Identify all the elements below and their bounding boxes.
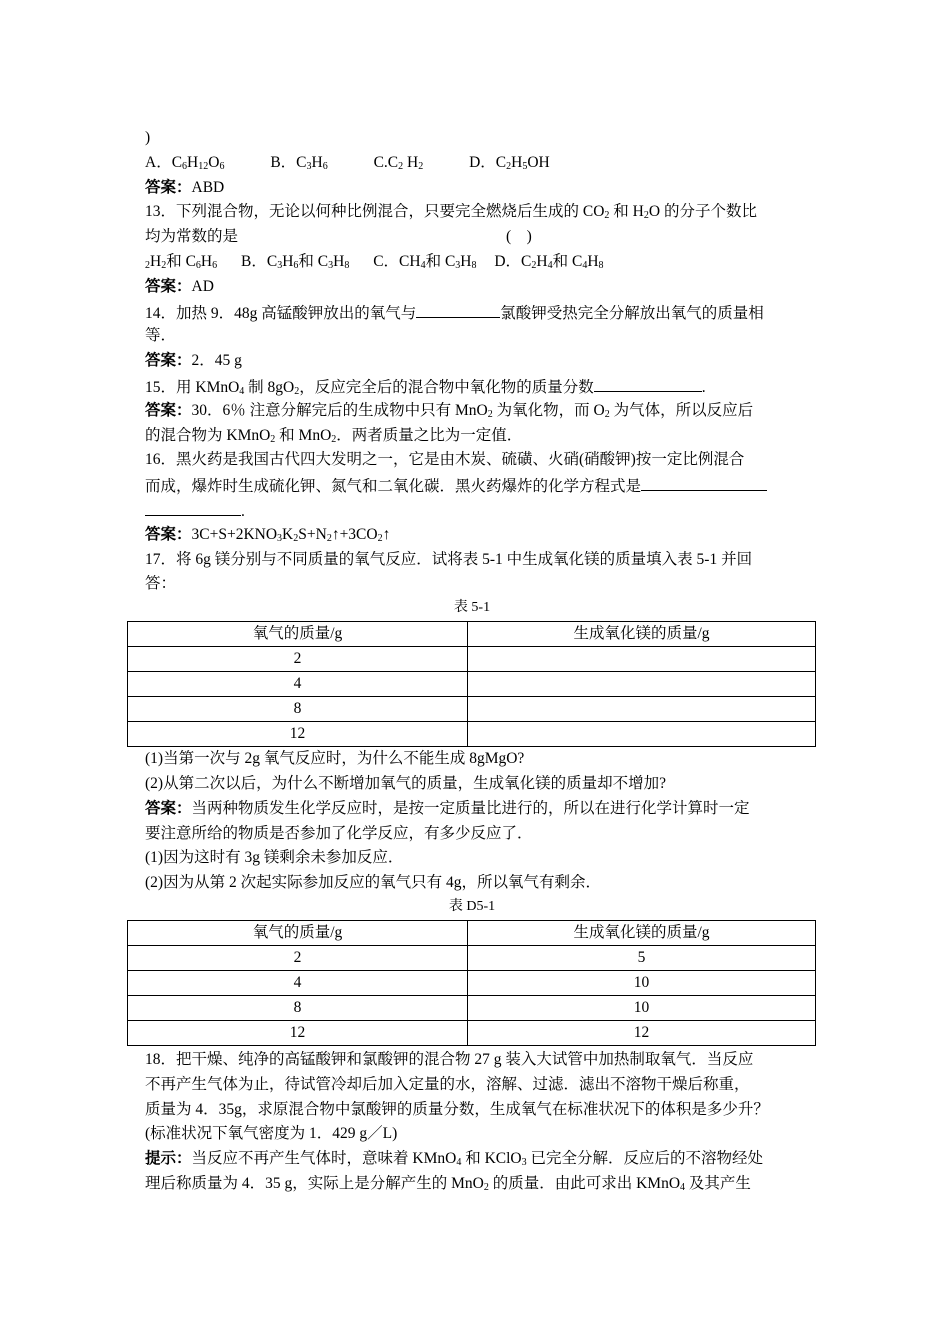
q18-hint2b: 的质量．由此可求出 KMnO xyxy=(488,1174,681,1192)
q16-blank-1[interactable] xyxy=(641,473,767,491)
q13-option-b: B．C xyxy=(241,252,278,270)
q13-option-d-h: H xyxy=(536,252,548,270)
q13-answer-label: 答案： xyxy=(145,277,192,295)
table2 xyxy=(127,920,816,1046)
q18-hint1: 当反应不再产生气体时，意味着 KMnO xyxy=(191,1150,457,1168)
q13-option-d-and: 和 C xyxy=(552,252,583,270)
q13-text2: 均为常数的是 xyxy=(145,228,239,246)
table1 xyxy=(127,621,816,747)
q16-answer-d: ↑+3CO xyxy=(331,525,378,543)
q13-question-line1: 13．下列混合物，无论以何种比例混合，只要完全燃烧后生成的 $CO_2$ 和 $H_2O$ 的分子个数比 xyxy=(145,203,757,222)
q18-hint2c: 及其产生 xyxy=(685,1174,751,1192)
q12-option-a: A．$C_6H_{12}O_6$ xyxy=(145,153,225,172)
document-page xyxy=(145,126,817,1197)
q15-answer1: 30．6％ 注意分解完后的生成物中只有 MnO xyxy=(191,401,488,419)
q13-answer-value: AD xyxy=(191,277,214,295)
table-row xyxy=(128,995,816,1020)
q17-sub1-text: (1)当第一次与 2g 氧气反应时，为什么不能生成 8gMgO? xyxy=(145,750,525,768)
q15-text1c: ，反应完全后的混合物中氧化物的质量分数 xyxy=(299,378,594,396)
q17-answer-line3 xyxy=(145,846,817,871)
q12-option-a-label: A．C xyxy=(145,153,183,171)
q18-hint1b: 和 KClO xyxy=(461,1150,522,1168)
table1-header-oxygen: 氧气的质量/g xyxy=(128,622,468,647)
q17-answer3: (1)因为这时有 3g 镁剩余未参加反应． xyxy=(145,849,404,867)
table1-cell[interactable] xyxy=(468,672,816,697)
q17-answer-line4 xyxy=(145,871,817,896)
q12-option-b: B．$C_3H_6$ xyxy=(270,153,328,172)
table2-cell: 5 xyxy=(468,945,816,970)
q17-answer2: 要注意所给的物质是否参加了化学反应，有多少反应了． xyxy=(145,824,533,842)
q16-question-line3 xyxy=(145,498,817,523)
q16-question-line1 xyxy=(145,448,817,473)
q18-hint-line2: 理后称质量为 4．35 g，实际上是分解产生的 MnO$_2$ 的质量．由此可求出 KMnO$_4$ 及其产生 xyxy=(145,1174,751,1193)
table1-cell: 12 xyxy=(128,722,468,747)
q12-options xyxy=(145,151,817,176)
q17-answer1: 当两种物质发生化学反应时，是按一定质量比进行的，所以在进行化学计算时一定 xyxy=(191,799,750,817)
q18-text1: 18．把干燥、纯净的高锰酸钾和氯酸钾的混合物 27 g 装入大试管中加热制取氧气．当反应 xyxy=(145,1050,754,1068)
table1-cell[interactable] xyxy=(468,722,816,747)
table2-header-mgo: 生成氧化镁的质量/g xyxy=(468,920,816,945)
q12-paren-text: ) xyxy=(145,129,151,146)
table1-cell: 2 xyxy=(128,647,468,672)
q13-option-c-and: 和 C xyxy=(425,252,456,270)
table1-header-mgo: 生成氧化镁的质量/g xyxy=(468,622,816,647)
q16-blank-2[interactable] xyxy=(145,498,241,516)
q17-question-line1 xyxy=(145,548,817,573)
q16-answer-c: S+N xyxy=(298,525,327,543)
q17-answer-line2 xyxy=(145,822,817,847)
q14-text1b: 氯酸钾受热完全分解放出氧气的质量相 xyxy=(500,304,764,322)
table-row xyxy=(128,672,816,697)
q13-option-d-h2: H xyxy=(587,252,599,270)
q16-text3: . xyxy=(241,502,245,520)
q12-option-d: D．$C_2H_5OH$ xyxy=(469,153,550,172)
q13-text1c: O 的分子个数比 xyxy=(648,203,757,221)
q17-answer-line1 xyxy=(145,797,817,822)
table1-cell: 4 xyxy=(128,672,468,697)
table2-cell: 12 xyxy=(128,1020,468,1045)
table-row xyxy=(128,722,816,747)
q13-options: $_2H_2$和 $C_6H_6$ B．$C_3H_6$和 $C_3H_8$ C．$CH_4$和 $C_3H_8$ D．$C_2H_4$和 $C_4H_8$ xyxy=(145,252,604,271)
q16-answer-a: 3C+S+2KNO xyxy=(191,525,278,543)
q14-text2: 等． xyxy=(145,327,177,345)
q13-option-d: D．C xyxy=(494,252,532,270)
q17-text1: 17．将 6g 镁分别与不同质量的氧气反应．试将表 5-1 中生成氧化镁的质量填入表 5-1 并回 xyxy=(145,550,753,568)
table1-cell[interactable] xyxy=(468,647,816,672)
q13-option-c: C．CH xyxy=(373,252,421,270)
q12-answer xyxy=(145,176,817,201)
q16-answer: 答案：$3C+S+2KNO_3K_2S+N_2↑+3CO_2↑$ xyxy=(145,525,391,544)
q13-text1b: 和 H xyxy=(609,203,644,221)
q16-answer-e: ↑ xyxy=(382,525,391,543)
q13-question-line2 xyxy=(145,225,817,250)
q13-option-b-h2: H xyxy=(333,252,345,270)
q17-question-line2 xyxy=(145,572,817,597)
q14-answer-value: 2．45 g xyxy=(191,352,242,370)
q17-sub2 xyxy=(145,772,817,797)
q16-text2: 而成，爆炸时生成硫化钾、氮气和二氧化碳．黑火药爆炸的化学方程式是 xyxy=(145,478,642,496)
q15-question: 15．用 KMnO$_4$ 制 $8gO_2$，反应完全后的混合物中氧化物的质量分数 . xyxy=(145,374,817,399)
q18-question-line2 xyxy=(145,1073,817,1098)
q13-option-a-mid: H xyxy=(150,252,162,270)
q18-hint2: 理后称质量为 4．35 g，实际上是分解产生的 MnO xyxy=(145,1174,484,1192)
q15-blank[interactable] xyxy=(594,374,702,392)
q15-answer2: 的混合物为 KMnO xyxy=(145,426,271,444)
table2-header-oxygen: 氧气的质量/g xyxy=(128,920,468,945)
table-row xyxy=(128,1020,816,1045)
q14-blank[interactable] xyxy=(416,300,500,318)
q15-answer1b: 为氧化物，而 O xyxy=(492,401,605,419)
table2-cell: 4 xyxy=(128,970,468,995)
table2-cell: 12 xyxy=(468,1020,816,1045)
q15-text1: 15．用 KMnO xyxy=(145,378,240,396)
q16-question-line2 xyxy=(145,473,817,498)
q12-option-b-label: B．C xyxy=(270,153,307,171)
q12-option-c-mid: H xyxy=(403,153,419,171)
table2-header-row xyxy=(128,920,816,945)
q14-answer xyxy=(145,349,817,374)
q13-option-a-h: H xyxy=(200,252,213,270)
q12-option-c-label: C.C xyxy=(373,153,399,171)
q18-text3: 质量为 4．35g，求原混合物中氯酸钾的质量分数，生成氧气在标准状况下的体积是多少升？ xyxy=(145,1100,769,1118)
q14-text1: 14．加热 9．48g 高锰酸钾放出的氧气与 xyxy=(145,304,417,322)
q15-answer-line1: 答案：30．6％ 注意分解完后的生成物中只有 MnO$_2$ 为氧化物，而 $O_2$ 为气体，所以反应后 xyxy=(145,401,754,420)
table1-caption: 表 5-1 xyxy=(453,600,491,616)
q18-text2: 不再产生气体为止，待试管冷却后加入定量的水，溶解、过滤．滤出不溶物干燥后称重， xyxy=(145,1075,750,1093)
q13-option-a-tail: 和 C xyxy=(166,252,196,270)
q18-question-line3 xyxy=(145,1098,817,1123)
q18-text4: (标准状况下氧气密度为 1．429 g／L) xyxy=(145,1125,398,1143)
table2-cell: 10 xyxy=(468,970,816,995)
table2-caption: 表 D5-1 xyxy=(448,898,496,914)
q13-answer xyxy=(145,275,817,300)
q18-question-line4 xyxy=(145,1122,817,1147)
table2-cell: 8 xyxy=(128,995,468,1020)
q15-answer2b: 和 MnO xyxy=(275,426,332,444)
table1-cell: 8 xyxy=(128,697,468,722)
q18-question-line1 xyxy=(145,1048,817,1073)
table-row xyxy=(128,945,816,970)
q15-text1b: 制 8gO xyxy=(244,378,295,396)
q17-answer-label: 答案： xyxy=(145,799,192,817)
table-row xyxy=(128,647,816,672)
table-row xyxy=(128,697,816,722)
q16-answer-b: K xyxy=(282,525,294,543)
table1-header-row xyxy=(128,622,816,647)
q18-hint1c: 已完全分解．反应后的不溶物经处 xyxy=(526,1150,763,1168)
q13-bracket: ( ) xyxy=(506,228,532,246)
q12-answer-value: ABD xyxy=(191,178,225,196)
q13-option-b-and: 和 C xyxy=(298,252,329,270)
q13-option-c-h: H xyxy=(460,252,472,270)
q15-answer2c: ．两者质量之比为一定值． xyxy=(336,426,523,444)
q17-answer4: (2)因为从第 2 次起实际参加反应的氧气只有 4g，所以氧气有剩余． xyxy=(145,874,601,892)
q16-answer-label: 答案： xyxy=(145,525,192,543)
q12-option-d-tail: OH xyxy=(527,153,550,171)
q13-option-b-h: H xyxy=(282,252,294,270)
q15-text1d: . xyxy=(701,378,706,396)
q14-answer-label: 答案： xyxy=(145,352,192,370)
q15-answer-line2: 的混合物为 KMnO$_2$ 和 MnO$_2$．两者质量之比为一定值． xyxy=(145,426,523,445)
q12-option-d-label: D．C xyxy=(469,153,507,171)
q17-sub1 xyxy=(145,747,817,772)
table2-cell: 2 xyxy=(128,945,468,970)
q15-answer1c: 为气体，所以反应后 xyxy=(609,401,754,419)
q12-answer-label: 答案： xyxy=(145,178,192,196)
q13-text1: 13．下列混合物，无论以何种比例混合，只要完全燃烧后生成的 CO xyxy=(145,203,605,221)
q18-hint-label: 提示： xyxy=(145,1150,192,1168)
table2-cell: 10 xyxy=(468,995,816,1020)
q16-text1: 16．黑火药是我国古代四大发明之一，它是由木炭、硫磺、火硝(硝酸钾)按一定比例混合 xyxy=(145,451,745,469)
q12-option-c: $C.C_2$ $H_2$ xyxy=(373,153,424,172)
q12-paren xyxy=(145,126,817,151)
q17-sub2-text: (2)从第二次以后，为什么不断增加氧气的质量，生成氧化镁的质量却不增加? xyxy=(145,774,666,792)
table1-cell[interactable] xyxy=(468,697,816,722)
q14-question-line2 xyxy=(145,324,817,349)
q18-hint-line1: 提示：当反应不再产生气体时，意味着 KMnO$_4$ 和 KClO$_3$ 已完全分解．反应后的不溶物经处 xyxy=(145,1150,763,1169)
q17-text2: 答： xyxy=(145,575,177,593)
q15-answer-label: 答案： xyxy=(145,401,192,419)
q14-question-line1 xyxy=(145,300,817,325)
table-row xyxy=(128,970,816,995)
